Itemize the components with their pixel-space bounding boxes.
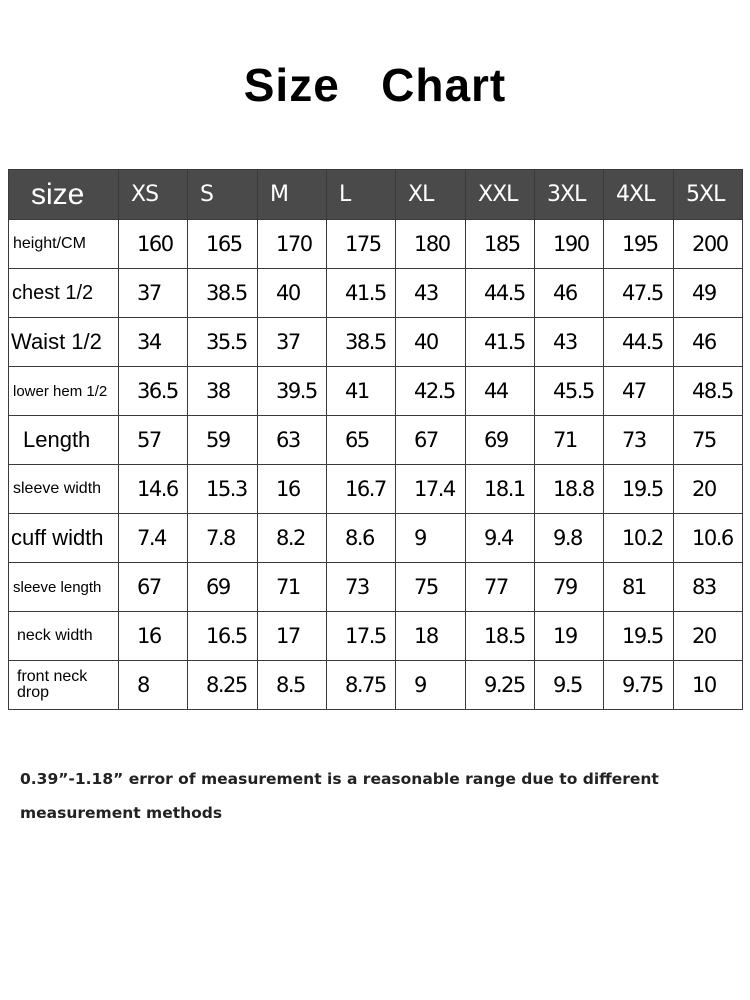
table-cell: 34 <box>119 318 188 367</box>
table-cell: 200 <box>674 220 743 269</box>
table-cell: 45.5 <box>535 367 604 416</box>
table-cell: 15.3 <box>188 465 258 514</box>
table-cell: 8.25 <box>188 661 258 710</box>
table-cell: 8.75 <box>327 661 396 710</box>
table-cell: 16.5 <box>188 612 258 661</box>
table-cell: 9.5 <box>535 661 604 710</box>
table-cell: 69 <box>466 416 535 465</box>
table-cell: 19 <box>535 612 604 661</box>
size-chart-table <box>8 169 743 710</box>
row-label: height/CM <box>9 220 119 269</box>
table-cell: 9 <box>396 514 466 563</box>
table-cell: 71 <box>258 563 327 612</box>
row-label: neck width <box>9 612 119 661</box>
row-label: chest 1/2 <box>9 269 119 318</box>
table-cell: 44 <box>466 367 535 416</box>
table-cell: 77 <box>466 563 535 612</box>
table-cell: 20 <box>674 612 743 661</box>
table-row <box>9 612 743 661</box>
table-cell: 9 <box>396 661 466 710</box>
table-cell: 63 <box>258 416 327 465</box>
table-cell: 83 <box>674 563 743 612</box>
row-label: Waist 1/2 <box>9 318 119 367</box>
table-cell: 17.5 <box>327 612 396 661</box>
table-cell: 9.25 <box>466 661 535 710</box>
row-label: sleeve width <box>9 465 119 514</box>
table-cell: 40 <box>396 318 466 367</box>
table-row <box>9 220 743 269</box>
table-cell: 43 <box>535 318 604 367</box>
table-cell: 42.5 <box>396 367 466 416</box>
table-cell: 44.5 <box>466 269 535 318</box>
table-cell: 46 <box>535 269 604 318</box>
size-header: 5XL <box>674 170 743 220</box>
measurement-note: 0.39”-1.18” error of measurement is a reasonable range due to different measurement methods <box>20 770 659 822</box>
table-cell: 18.5 <box>466 612 535 661</box>
size-header: XXL <box>466 170 535 220</box>
table-row <box>9 367 743 416</box>
table-cell: 180 <box>396 220 466 269</box>
size-header: M <box>258 170 327 220</box>
table-cell: 59 <box>188 416 258 465</box>
table-cell: 35.5 <box>188 318 258 367</box>
table-cell: 41 <box>327 367 396 416</box>
table-cell: 18 <box>396 612 466 661</box>
table-row <box>9 269 743 318</box>
table-cell: 9.4 <box>466 514 535 563</box>
table-row <box>9 318 743 367</box>
table-cell: 9.75 <box>604 661 674 710</box>
table-cell: 20 <box>674 465 743 514</box>
table-cell: 16 <box>119 612 188 661</box>
table-cell: 49 <box>674 269 743 318</box>
table-cell: 57 <box>119 416 188 465</box>
table-cell: 69 <box>188 563 258 612</box>
row-label: Length <box>9 416 119 465</box>
table-cell: 36.5 <box>119 367 188 416</box>
table-cell: 14.6 <box>119 465 188 514</box>
table-cell: 7.4 <box>119 514 188 563</box>
size-header: S <box>188 170 258 220</box>
table-cell: 38.5 <box>188 269 258 318</box>
table-cell: 8.6 <box>327 514 396 563</box>
page-title: Size Chart <box>243 59 507 111</box>
table-cell: 73 <box>604 416 674 465</box>
table-cell: 48.5 <box>674 367 743 416</box>
size-header: XS <box>119 170 188 220</box>
table-cell: 67 <box>396 416 466 465</box>
table-cell: 16 <box>258 465 327 514</box>
table-cell: 47.5 <box>604 269 674 318</box>
size-header: L <box>327 170 396 220</box>
size-header: 3XL <box>535 170 604 220</box>
table-cell: 37 <box>258 318 327 367</box>
row-label: lower hem 1/2 <box>9 367 119 416</box>
table-cell: 39.5 <box>258 367 327 416</box>
header-row <box>9 170 743 220</box>
table-cell: 43 <box>396 269 466 318</box>
table-cell: 10.6 <box>674 514 743 563</box>
table-cell: 175 <box>327 220 396 269</box>
table-cell: 185 <box>466 220 535 269</box>
table-cell: 10 <box>674 661 743 710</box>
table-cell: 17.4 <box>396 465 466 514</box>
table-row <box>9 563 743 612</box>
table-cell: 160 <box>119 220 188 269</box>
table-cell: 10.2 <box>604 514 674 563</box>
table-cell: 65 <box>327 416 396 465</box>
table-cell: 75 <box>674 416 743 465</box>
table-cell: 38.5 <box>327 318 396 367</box>
row-label: sleeve length <box>9 563 119 612</box>
table-cell: 71 <box>535 416 604 465</box>
table-cell: 44.5 <box>604 318 674 367</box>
table-cell: 19.5 <box>604 465 674 514</box>
table-cell: 18.1 <box>466 465 535 514</box>
table-cell: 73 <box>327 563 396 612</box>
table-cell: 81 <box>604 563 674 612</box>
row-label: cuff width <box>9 514 119 563</box>
header-corner: size <box>9 170 119 220</box>
table-cell: 40 <box>258 269 327 318</box>
table-cell: 41.5 <box>327 269 396 318</box>
table-cell: 195 <box>604 220 674 269</box>
table-cell: 67 <box>119 563 188 612</box>
table-cell: 47 <box>604 367 674 416</box>
table-cell: 18.8 <box>535 465 604 514</box>
table-cell: 17 <box>258 612 327 661</box>
row-label: front neck drop <box>9 661 119 710</box>
table-cell: 37 <box>119 269 188 318</box>
table-row <box>9 661 743 710</box>
table-cell: 8.2 <box>258 514 327 563</box>
table-row <box>9 416 743 465</box>
table-cell: 16.7 <box>327 465 396 514</box>
table-cell: 7.8 <box>188 514 258 563</box>
table-cell: 8 <box>119 661 188 710</box>
table-cell: 190 <box>535 220 604 269</box>
table-cell: 8.5 <box>258 661 327 710</box>
table-cell: 75 <box>396 563 466 612</box>
table-row <box>9 465 743 514</box>
table-cell: 46 <box>674 318 743 367</box>
size-header: XL <box>396 170 466 220</box>
table-row <box>9 514 743 563</box>
table-cell: 170 <box>258 220 327 269</box>
table-cell: 41.5 <box>466 318 535 367</box>
table-cell: 79 <box>535 563 604 612</box>
table-cell: 9.8 <box>535 514 604 563</box>
size-header: 4XL <box>604 170 674 220</box>
table-cell: 38 <box>188 367 258 416</box>
table-cell: 165 <box>188 220 258 269</box>
table-cell: 19.5 <box>604 612 674 661</box>
